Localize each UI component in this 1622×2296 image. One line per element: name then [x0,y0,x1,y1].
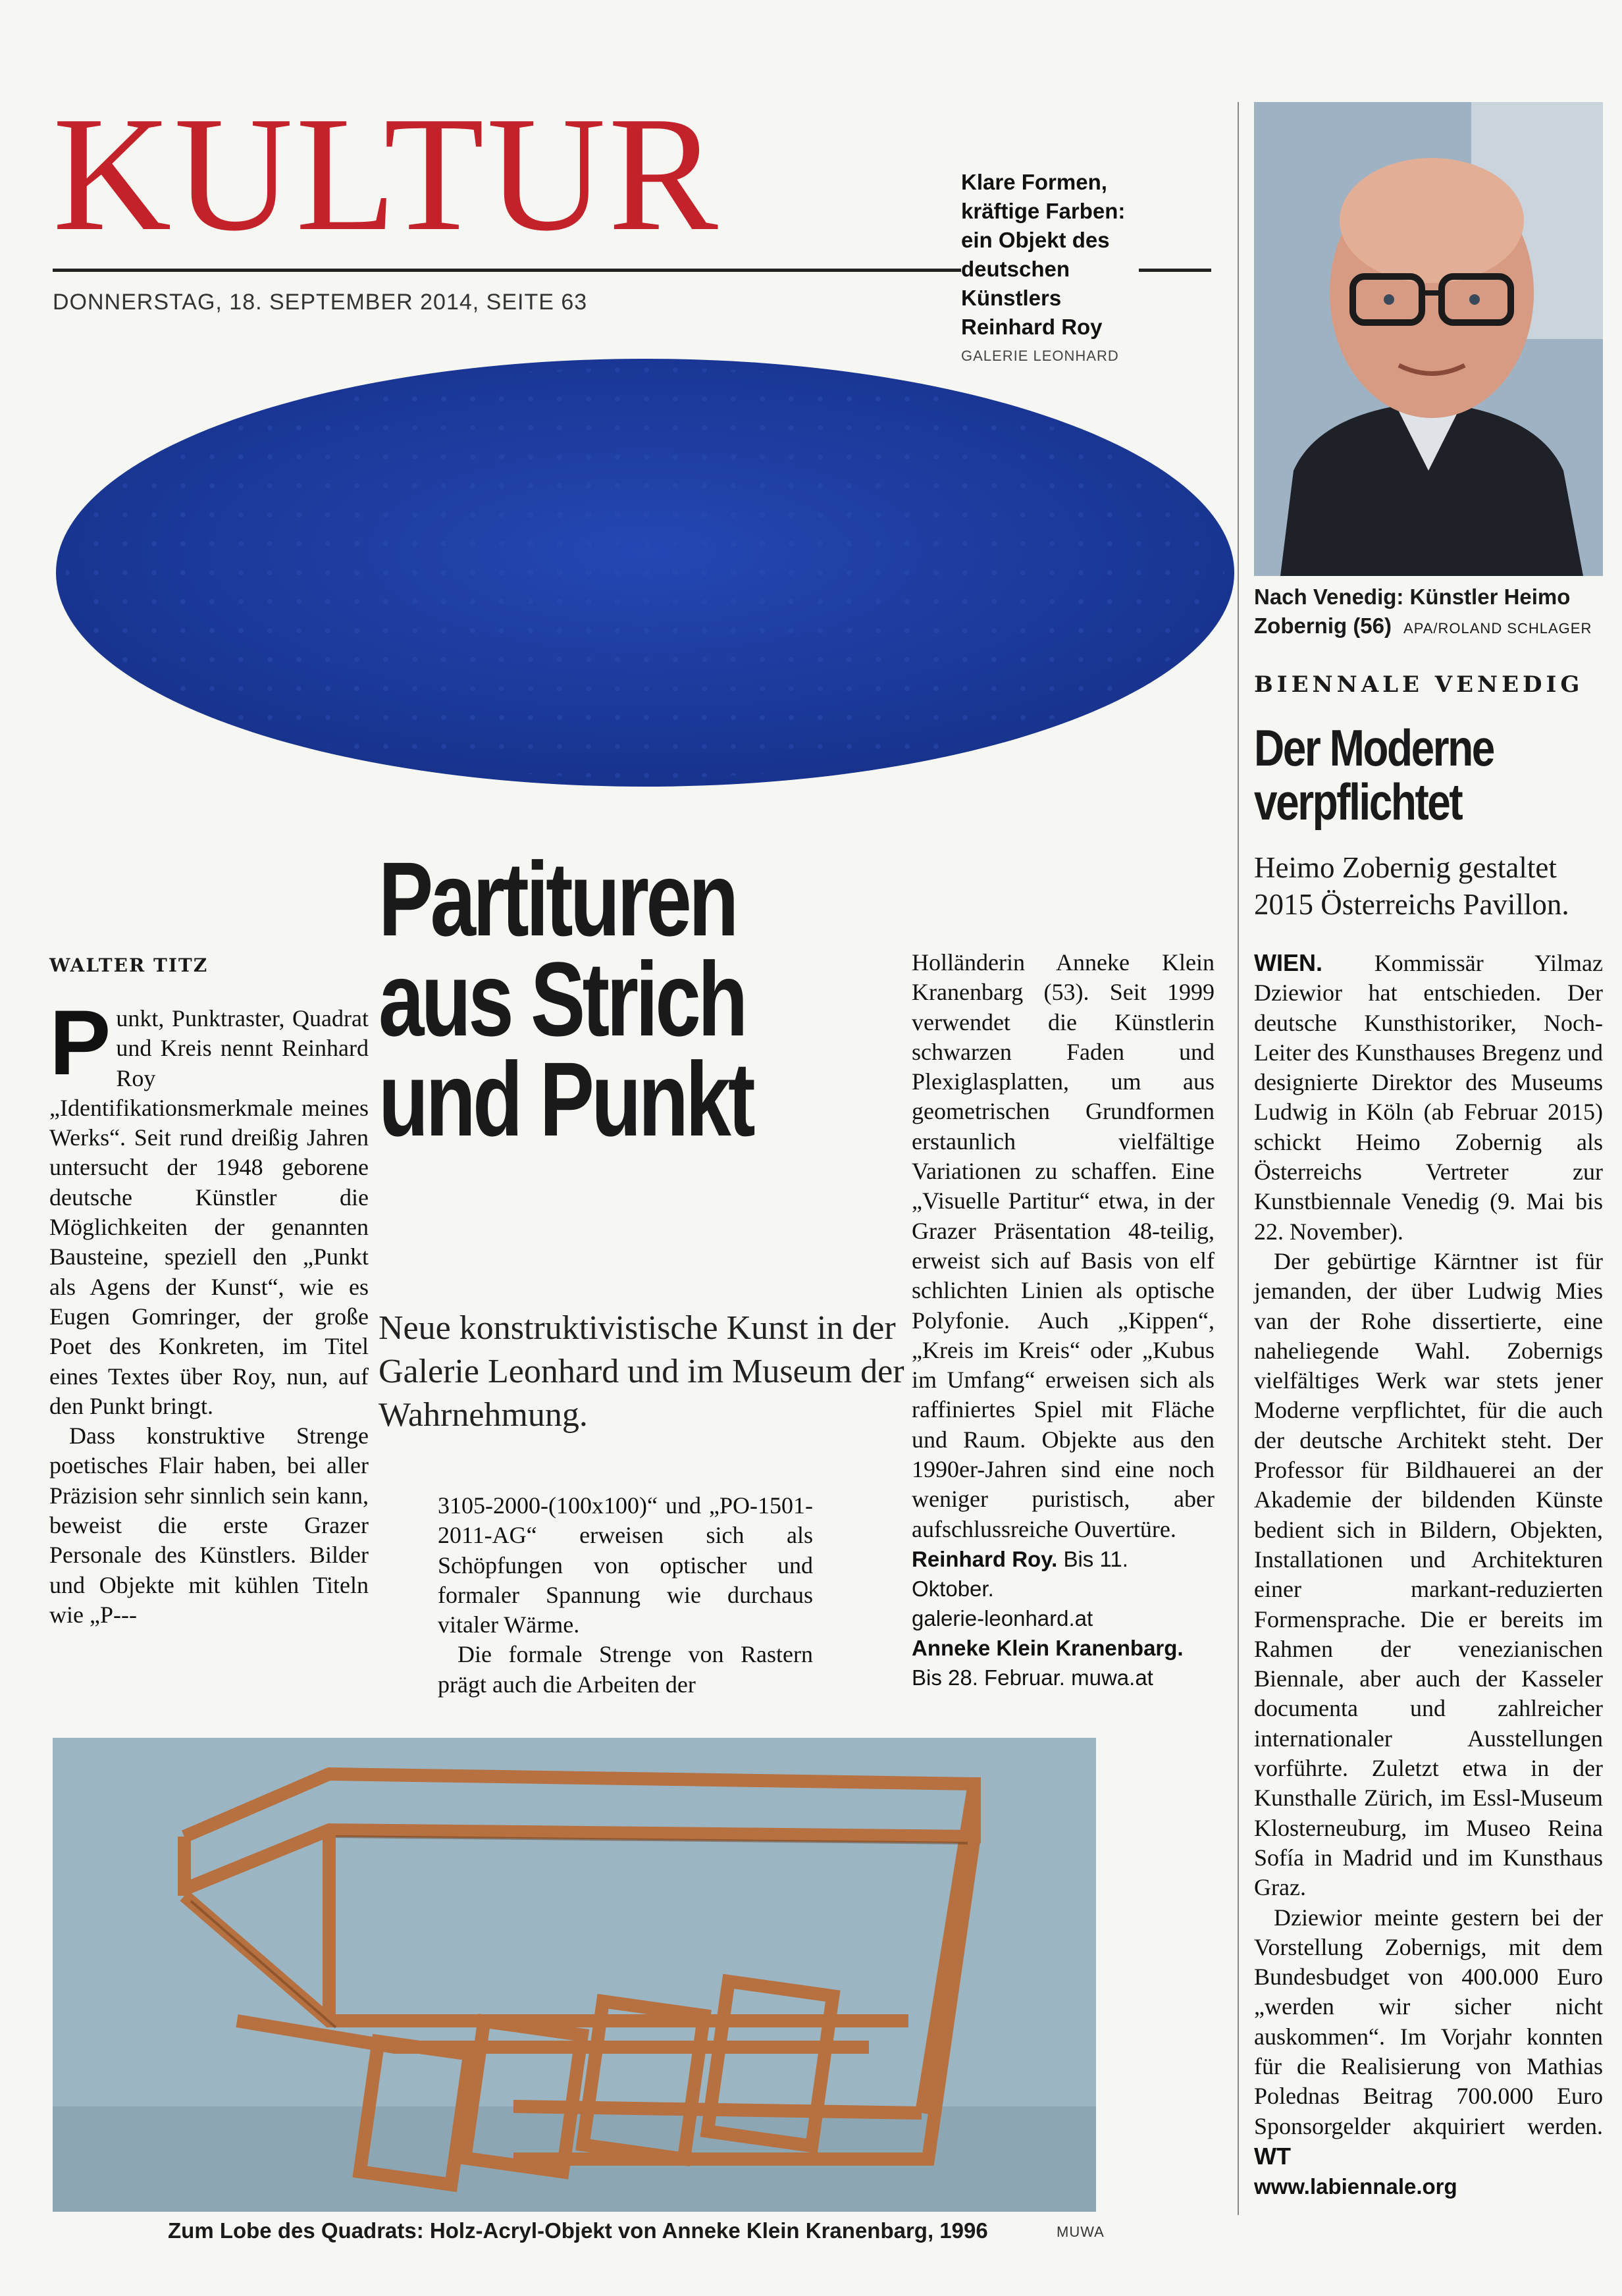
caption-line: Künstlers [961,286,1062,310]
info-line [912,1633,1215,1663]
portrait-caption [1254,583,1603,643]
side-paragraph [1254,948,1603,1247]
side-dateline: WIEN. [1254,949,1322,976]
side-paragraph [1254,1903,1603,2172]
author-signature: WT [1254,2142,1291,2170]
article-paragraph: Holländerin Anneke Klein Kranenbarg (53). Seit 1999 verwendet die Künstlerin schwarzen Faden und Plexiglasplatten, um aus geometrischen Grundformen erstaunlich vielfältige Variationen zu schaffen. Eine „Visuelle Partitur“ etwa, in der Grazer Präsentation 48-teilig, erweist sich auf Basis von elf schlichten Linien als optische Polyfonie. Auch „Kippen“, „Kreis im Kreis“ oder „Kubus im Umfang“ erweisen sich als raffiniertes Spiel mit Fläche und Raum. Objekte aus den 1990er-Jahren sind eine noch weniger puristisch, aber aufschlussreiche Ouvertüre. [912,949,1215,1542]
main-article-column-3 [912,948,1215,1692]
info-line [912,1544,1215,1604]
bottom-photo-caption: Zum Lobe des Quadrats: Holz-Acryl-Objekt von Anneke Klein Kranenbarg, 1996 [168,2218,988,2243]
side-subheadline: Heimo Zobernig gestaltet 2015 Österreichs Pavillon. [1254,851,1569,921]
side-article-body [1254,948,1603,2201]
article-paragraph: Dass konstruktive Strenge poetisches Flair haben, bei aller Präzision sehr sinnlich sein kann, beweist die erste Grazer Personale des Künstlers. Bilder und Objekte mit kühlen Titeln wie „P--- [49,1422,369,1628]
side-headline [1254,721,1540,829]
top-image-caption [961,168,1145,371]
caption-line: Reinhard Roy [961,315,1103,339]
portrait-caption-text: Nach Venedig: Künstler Heimo Zobernig (56) [1254,585,1571,638]
caption-line: Klare Formen, [961,170,1107,194]
main-headline-line: aus Strich [379,940,745,1058]
portrait-credit: APA/ROLAND SCHLAGER [1403,620,1592,637]
main-headline-line: und Punkt [379,1040,752,1158]
caption-line: ein Objekt des [961,228,1110,252]
side-headline-line: Der Moderne [1254,719,1494,777]
caption-line: kräftige Farben: [961,199,1126,223]
caption-line: deutschen [961,257,1070,281]
side-headline-line: verpflichtet [1254,773,1462,831]
article-paragraph: Die formale Strenge von Rastern prägt auch die Arbeiten der [438,1641,813,1698]
ellipse-image [53,355,1238,843]
masthead-rule-short [1139,269,1211,272]
info-dates: Bis 28. Februar. muwa.at [912,1665,1153,1690]
drop-cap: P [49,991,111,1094]
article-paragraph: 3105-2000-(100x100)“ und „PO-1501-2011-AG“ erweisen sich als Schöpfungen von optischer und formaler Spannung wie durchaus vitaler Wärme. [438,1492,813,1638]
exhibition-info [912,1544,1215,1692]
article-paragraph [49,991,369,1421]
bottom-photo-credit: MUWA [1057,2224,1105,2240]
column-rule [1238,102,1239,2215]
masthead-rule [53,269,961,272]
info-url: galerie-leonhard.at [912,1605,1093,1631]
blue-ellipse-artwork [53,355,1238,843]
info-dates: Bis 11. Oktober. [912,1546,1128,1601]
main-article-column-2 [438,1491,813,1700]
biennale-url: www.labiennale.org [1254,2174,1457,2199]
main-headline-line: Partituren [379,840,736,958]
side-paragraph-text: Kommissär Yilmaz Dziewior hat entschieden. Der deutsche Kunsthistoriker, Noch-Leiter des Kunsthauses Bregenz und designierte Direktor des Museums Ludwig in Köln (ab Februar 2015) schickt Heimo Zobernig als Österreichs Vertreter zur Kunstbiennale Venedig (9. Mai bis 22. November). [1254,950,1603,1245]
article-paragraph-text: unkt, Punktraster, Quadrat und Kreis nennt Reinhard Roy „Identifikationsmerkmale meines Werks“. Seit rund dreißig Jahren untersucht der 1948 geborene deutsche Künstler die Möglichkeiten der genannten Bausteine, speziell den „Punkt als Agens der Kunst“, wie es Eugen Gomringer, der große Poet des Konkreten, im Titel eines Textes über Roy, nun, auf den Punkt bringt. [49,1005,369,1419]
main-headline [379,840,841,1158]
side-paragraph: Der gebürtige Kärntner ist für jemanden, der über Ludwig Mies van der Rohe dissertierte, eine naheliegende Wahl. Zobernigs vielfältiges Werk war stets jener Moderne verpflichtet, für die auch der deutsche Architekt steht. Der Professor für Bildhauerei an der Akademie der bildenden Künste bedient sich in Bildern, Objekten, Installationen und Architekturen einer markant-reduzierten Formensprache. Die er bereits im Rahmen der venezianischen Biennale, aber auch der Kasseler documenta und zahlreicher internationaler Ausstellungen vorführte. Zuletzt etwa in der Kunsthalle Zürich, im Essl-Museum Klosterneuburg, im Museo Reina Sofía in Madrid und im Kunsthaus Graz. [1254,1247,1603,1901]
section-masthead: KULTUR [53,83,721,265]
info-artist: Anneke Klein Kranenbarg. [912,1635,1184,1660]
byline: WALTER TITZ [49,954,209,976]
main-article-column-1 [49,991,369,1630]
info-artist: Reinhard Roy. [912,1546,1058,1571]
main-subheadline: Neue konstruktivistische Kunst in der Galerie Leonhard und im Museum der Wahrnehmung. [379,1309,904,1434]
side-url [1254,2172,1603,2201]
portrait-photo [1254,102,1603,576]
wooden-frame-photo [53,1738,1096,2212]
side-kicker: BIENNALE VENEDIG [1254,671,1584,698]
side-paragraph-text: Dziewior meinte gestern bei der Vorstellung Zobernigs, mit dem Bundesbudget von 400.000 Euro „werden wir sicher nicht auskommen“. Im Vorjahr konnten für die Realisierung von Mathias Polednas Beitrag 700.000 Euro Sponsorgelder akquiriert werden. [1254,1904,1603,2139]
issue-dateline: DONNERSTAG, 18. SEPTEMBER 2014, SEITE 63 [53,290,588,315]
top-image-credit: GALERIE LEONHARD [961,348,1119,364]
